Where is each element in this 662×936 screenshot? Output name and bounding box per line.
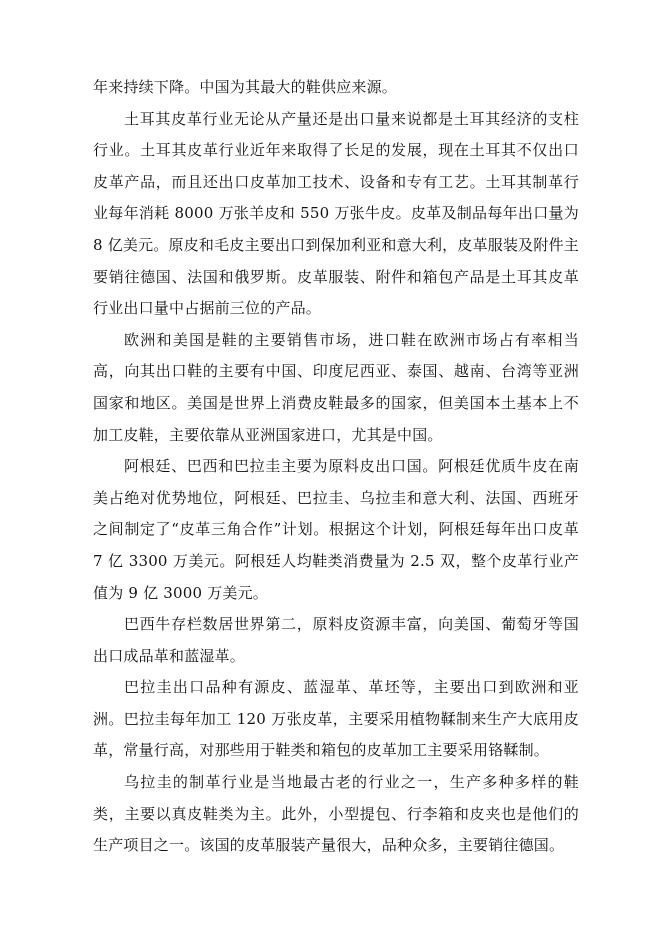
paragraph-brazil-cattle: 巴西牛存栏数居世界第二，原料皮资源丰富，向美国、葡萄牙等国出口成品革和蓝湿革。 — [93, 615, 579, 665]
paragraph-paraguay-exports: 巴拉圭出口品种有源皮、蓝湿革、革坯等，主要出口到欧洲和亚洲。巴拉圭每年加工 120 万张皮革，主要采用植物鞣制来生产大底用皮革，常量行高，对那些用于鞋类和箱包的皮革加工主要采用铬鞣制。 — [93, 678, 579, 760]
paragraph-uruguay-industry: 乌拉圭的制革行业是当地最古老的行业之一，生产多种多样的鞋类，主要以真皮鞋类为主。此外，小型提包、行李箱和皮夹也是他们的生产项目之一。该国的皮革服装产量很大，品种众多，主要销往德国。 — [93, 773, 579, 855]
paragraph-turkey-leather: 土耳其皮革行业无论从产量还是出口量来说都是土耳其经济的支柱行业。土耳其皮革行业近年来取得了长足的发展，现在土耳其不仅出口皮革产品，而且还出口皮革加工技术、设备和专有工艺。土耳其制革行业每年消耗 8000 万张羊皮和 550 万张牛皮。皮革及制品每年出口量为 8 亿美元。原皮和毛皮主要出口到保加利亚和意大利，皮革服装及附件主要销往德国、法国和俄罗斯。皮革服装、附件和箱包产品是土耳其皮革行业出口量中占据前三位的产品。 — [93, 109, 579, 318]
document-body — [93, 72, 579, 862]
paragraph-argentina-brazil-paraguay: 阿根廷、巴西和巴拉圭主要为原料皮出口国。阿根廷优质牛皮在南美占绝对优势地位，阿根廷、巴拉圭、乌拉圭和意大利、法国、西班牙之间制定了“皮革三角合作”计划。根据这个计划，阿根廷每年出口皮革 7 亿 3300 万美元。阿根廷人均鞋类消费量为 2.5 双，整个皮革行业产值为 9 亿 3000 万美元。 — [93, 457, 579, 602]
paragraph-europe-us-market: 欧洲和美国是鞋的主要销售市场，进口鞋在欧洲市场占有率相当高，向其出口鞋的主要有中国、印度尼西亚、泰国、越南、台湾等亚洲国家和地区。美国是世界上消费皮鞋最多的国家，但美国本土基本上不加工皮鞋，主要依靠从亚洲国家进口，尤其是中国。 — [93, 330, 579, 444]
paragraph-continuation: 年来持续下降。中国为其最大的鞋供应来源。 — [93, 78, 398, 96]
